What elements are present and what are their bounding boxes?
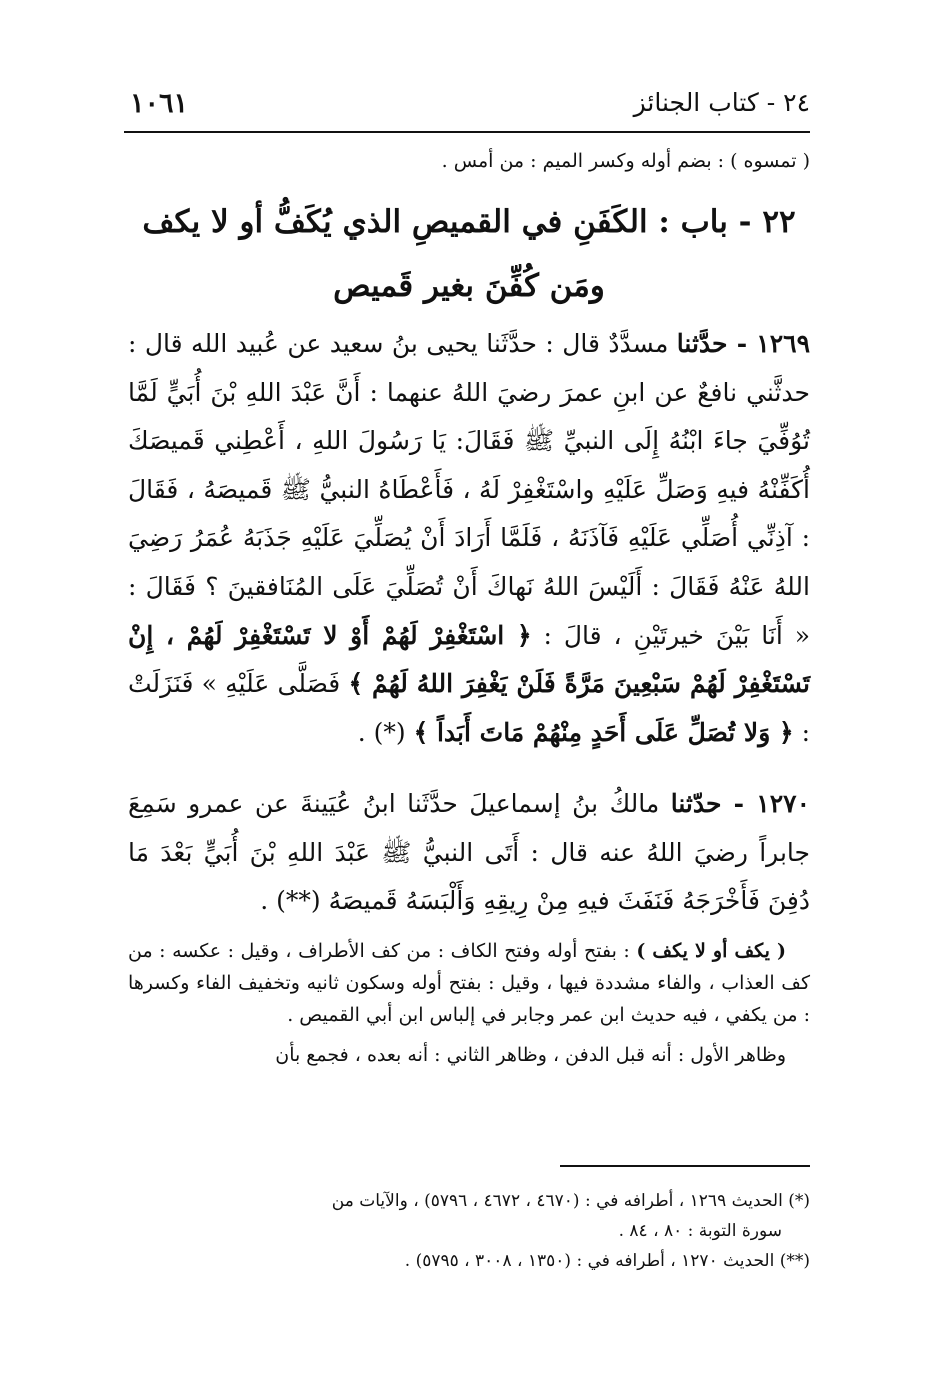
commentary [128, 935, 810, 1071]
quran-verse-2: ﴿ وَلا تُصَلِّ عَلَى أَحَدٍ مِنْهُمْ مَاتَ أَبَداً ﴾ [413, 717, 794, 747]
gloss-text: ( تمسوه ) : بضم أوله وكسر الميم : من أمس . [441, 150, 810, 172]
hadith-1269-text-a: مسدَّدٌ قال : حدَّثَنا يحيى بنُ سعيد عن عُبيد الله قال : حدثَّني نافعٌ عن ابنِ عمرَ رضيَ اللهُ عنهما : أَنَّ عَبْدَ اللهِ بْنَ أُبَيٍّ لَمَّا تُوُفِّيَ جاءَ ابْنُهُ إِلَى النبيِّ ﷺ فَقَالَ: يَا رَسُولَ اللهِ ، أَعْطِني قَميصَكَ أُكَفِّنْهُ فيهِ وَصَلِّ عَلَيْهِ واسْتَغْفِرْ لَهُ ، فَأَعْطَاهُ النبيُّ ﷺ قَميصَهُ ، فَقَالَ : آذِنِّي أُصَلِّي عَلَيْهِ فَآذَنَهُ ، فَلَمَّا أَرَادَ أَنْ يُصَلِّيَ عَلَيْهِ جَذَبَهُ عُمَرُ رَضِيَ اللهُ عَنْهُ فَقَالَ : أَلَيْسَ اللهُ نَهاكَ أَنْ تُصَلِّيَ عَلَى المُنَافقينَ ؟ فَقَالَ : « أَنَا بَيْنَ خيرتَيْنِ ، قالَ : [128, 329, 810, 650]
hadith-1269-text-b: فَصَلَّى عَلَيْهِ » فَنَزَلَتْ : [128, 669, 810, 747]
page-header [124, 82, 810, 130]
header-rule [124, 131, 810, 133]
hadith-1269 [128, 320, 810, 757]
footnote-1-line1: (*) الحديث ١٢٦٩ ، أطرافه في : (٤٦٧٠ ، ٤٦٧٢ ، ٥٧٩٦) ، والآيات من [331, 1191, 810, 1211]
footnote-2: (**) الحديث ١٢٧٠ ، أطرافه في : (١٣٥٠ ، ٣٠٠٨ ، ٥٧٩٥) . [404, 1251, 810, 1271]
chapter-heading [128, 190, 810, 318]
quran-verse-1: ﴿ اسْتَغْفِرْ لَهُمْ أَوْ لا تَسْتَغْفِرْ لَهُمْ ، إِنْ تَسْتَغْفِرْ لَهُمْ سَبْعِينَ مَرَّةً فَلَنْ يَغْفِرَ اللهُ لَهُمْ ﴾ [128, 620, 811, 699]
running-head: ٢٤ - كتاب الجنائز [633, 88, 810, 117]
commentary-text-2: وظاهر الأول : أنه قبل الدفن ، وظاهر الثاني : أنه بعده ، فجمع بأن [275, 1044, 786, 1066]
hadith-1270-text: مالكُ بنُ إسماعيلَ حدَّثَنا ابنُ عُيَينةَ عن عمرو سَمِعَ جابراً رضيَ اللهُ عنه قال : أَتَى النبيُّ ﷺ عَبْدَ اللهِ بْنَ أُبَيٍّ بَعْدَ مَا دُفِنَ فَأَخْرَجَهُ فَنَفَثَ فيهِ مِنْ رِيقِهِ وَأَلْبَسَهُ قَميصَهُ (**) . [128, 789, 810, 916]
page-number: ١٠٦١ [130, 88, 189, 119]
chapter-title-line2: ومَن كُفِّنَ بغير قَميص [333, 268, 605, 304]
chapter-title-line1: ٢٢ - باب : الكَفَنِ في القميصِ الذي يُكَفُّ أو لا يكف [142, 204, 796, 240]
hadith-1270-number: ١٢٧٠ - حدّثنا [670, 789, 810, 818]
footnotes [128, 1186, 810, 1276]
footnote-1-line2: سورة التوبة : ٨٠ ، ٨٤ . [618, 1221, 782, 1241]
commentary-term: ( يكف أو لا يكف ) [636, 940, 786, 962]
hadith-1270 [128, 780, 810, 926]
commentary-text-1: : بفتح أوله وفتح الكاف : من كف الأطراف ، وقيل : عكسه : من كف العذاب ، والفاء مشددة فيها ، وقيل : بفتح أوله وسكون ثانيه وتخفيف الفاء وكسرها : من يكفي ، فيه حديث ابن عمر وجابر في إلباس ابن أبي القميص . [128, 940, 810, 1026]
hadith-1269-number: ١٢٦٩ - حدَّثنا [676, 329, 810, 358]
hadith-1269-text-c: (*) . [357, 717, 414, 747]
footnote-rule [560, 1165, 810, 1167]
gloss-line [128, 146, 810, 176]
